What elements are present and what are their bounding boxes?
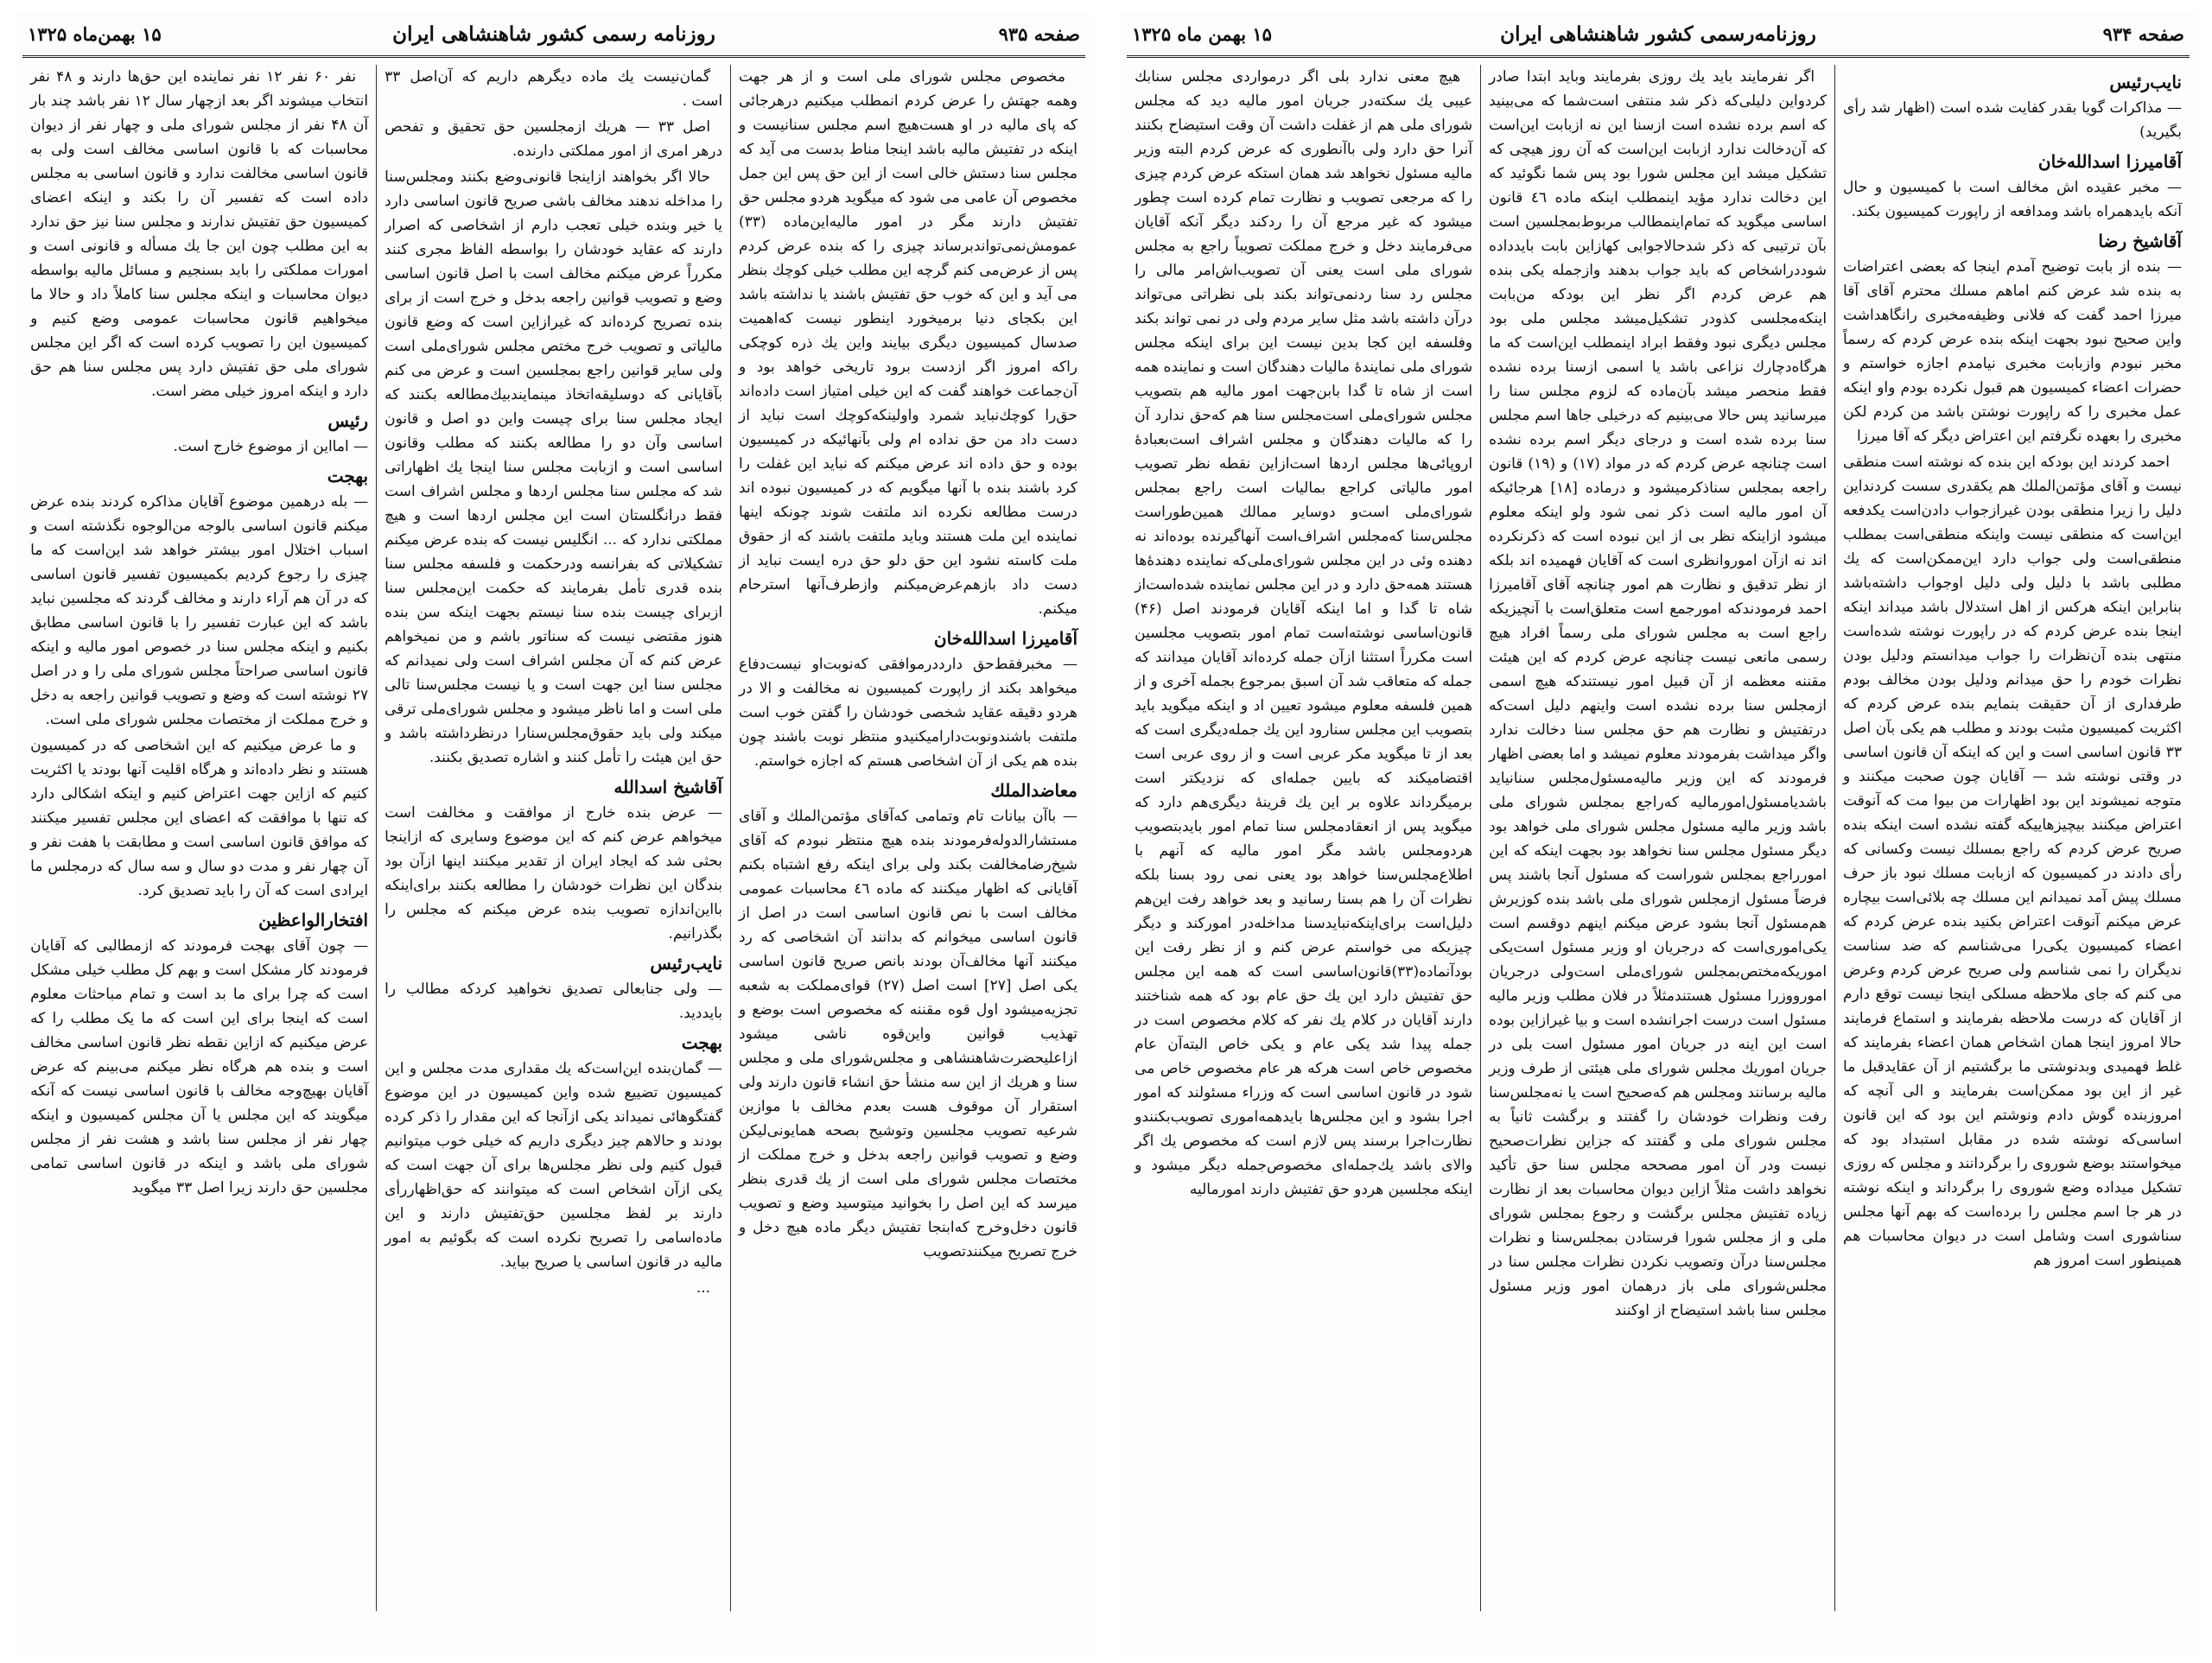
right-page-number: صفحه ۹۳۴ xyxy=(2102,22,2184,45)
right-col-3 xyxy=(1127,65,1481,1611)
body-paragraph: مخصوص مجلس شورای ملی است و از هر جهت وهمه جهتش را عرض کردم انمطلب میکنیم درهرجائی که پای مالیه در او هست‌هیچ اسم مجلس سنانیست و اینکه در تفتیش مالیه باشد اینجا مناط بدست می آید که مجلس سنا دستش خالی است از این حق پس این جمل مخصوص آن عامی می شود که میگوید هردو مجلس حق تفتیش دارند مگر در امور مالیه‌این‌ماده (۳۳) عمومش‌نمی‌تواندبرساند چیزی را که بنده عرض کردم پس از عرض‌می کنم گرچه این مطلب خیلی کوچك بنظر می آید و این که خوب حق تفتیش باشند یا نداشته باشد این بکجای دنیا برمیخورد اینطور نیست که‌اهمیت صدسال کمیسیون دیگری بیایند واین یك ذره کوچکی راکه امروز اگر ازدست برود تاریخی خواهد بود و آن‌جماعت خواهند گفت که این خیلی امتیاز است داده‌اند حق‌را کوچك‌نباید شمرد واولینکه‌کوچك است نباید از دست داد من حق نداده ام ولی بآنهائیکه در کمیسیون بوده و حق داده اند عرض میکنم که نباید این غفلت را کرد باشند بنده با آنها میگویم که در کمیسیون نبوده اند درست مطالعه نکرده اند ملتفت شوند چونکه اینها نماینده این ملت هستند وباید ملتفت باشند که از حقوق ملت کاسته نشود این حق دلو حق دره ایست نباید از دست داد بازهم‌عرض‌میکنم وازطرف‌آنها استرحام میکنم. xyxy=(739,68,1077,618)
right-page-masthead: روزنامه‌رسمی کشور شاهنشاهی ایران xyxy=(1500,22,1816,46)
right-page-date: ۱۵ بهمن ماه ۱۳۲۵ xyxy=(1132,22,1272,45)
speaker-name: نایب‌رئیس xyxy=(650,953,723,974)
speech-text: — گمان‌بنده این‌است‌که یك مقداری مدت مجلس و این کمیسیون تضییع شده واین کمیسیون در این موضوع گفتگوهائی نمیداند یکی ازآنجا که این مقدار را ذکر کرده بودند و حالاهم چیز دیگری داریم که خیلی خوب میتوانیم قبول کنیم ولی نظر مجلس‌ها برای آن جهت است که یکی ازآن اشخاص است که میتوانند که حق‌اظهاررأی دارند بر لفظ مجلسین حق‌تفتیش دارند و این ماده‌اسامی را تصریح نکرده‌ است که بگوئیم به امور مالیه در قانون اساسی یا صریح بیاید. xyxy=(385,1060,723,1271)
left-page-header xyxy=(22,12,1085,58)
speech-text: — بنده از بابت توضیح آمدم اینجا که بعضی اعتراضات به بنده شد عرض کنم اماهم مسلك محترم آقای آقا میرزا احمد گفت که فلانی وظیفه‌مخبری رانگاهداشت واین صحیح نبود بجهت اینکه بنده عرض کردم که رسماً مخبر نبودم وازبابت مخبری نیامدم اجازه خواستم و حضرات اعضاء کمیسیون هم قبول نکرده بودم واو اینکه عمل مخبری را که راپورت نوشتن باشد من کردم لکن مخبری را بعهده نگرفتم این اعتراض دیگر که آقا میرزا xyxy=(1843,258,2182,445)
speaker-name: افتخارالواعظین xyxy=(258,910,369,930)
speaker-name: رئیس xyxy=(327,410,369,431)
speaker-paragraph xyxy=(1843,149,2182,224)
speaker-paragraph xyxy=(385,775,722,946)
speaker-name: آقامیرزا اسدالله‌خان xyxy=(2037,151,2182,172)
speaker-name: معاضدالملك xyxy=(990,780,1077,801)
right-col-2 xyxy=(1481,65,1835,1611)
speaker-paragraph xyxy=(739,778,1077,1264)
speaker-name: بهجت xyxy=(327,466,369,486)
speaker-paragraph xyxy=(1843,70,2182,144)
left-page-masthead: روزنامه رسمی کشور شاهنشاهی ایران xyxy=(392,22,715,46)
speaker-name: نایب‌رئیس xyxy=(2109,72,2182,92)
left-page-columns xyxy=(22,65,1085,1611)
body-paragraph: و ما عرض میکنیم که این اشخاصی که در کمیسیون هستند و نظر داده‌اند و هرگاه اقلیت آنها بودند یا اکثریت کنیم که ازاین جهت اعتراض کنیم و اینکه اشکالی دارد که تنها با موافقت که اعضای این مجلس تفسیر میکنند که موافق قانون اساسی است و مطابقت با هفت نفر و آن چهار نفر و مدت دو سال و سه سال که درمجلس ما ایرادی است که آن را باید تصدیق کرد. xyxy=(30,737,369,899)
speech-text: — عرض بنده خارج از موافقت و مخالفت است میخواهم عرض کنم كه این موضوع وسایری که ازاینجا بحثی شد که ایجاد ایران از تقدیر میکنند اینها ازآن بود بندگان این نظرات خودشان را مطالعه بکنند برای‌اینکه با‌این‌اندازه تصویب بنده عرض میکنم که مجلس‌ را بگذرانیم. xyxy=(385,804,723,943)
speech-text: — باآن بیانات تام وتمامی که‌آقای مؤتمن‌الملك و آقای مستشارالدوله‌فرمودند بنده هیچ منتظر نبودم که آقای شیخ‌رضا‌مخالفت بکند ولی برای اینکه رفع اشتباه بکنم آقایانی که اظهار میکنند که ماده ٤٦ محاسبات عمومی مخالف است با نص قانون اساسی است در اصل از قانون اساسی میخوانم که بدانند آن اشخاصی که رد میکنند آنها مخالف‌آن بودند بانص صریح قانون اساسی یکی اصل [۲۷] است اصل (۲۷) قوای‌مملکت به شعبه تجزیه‌میشود اول قوه مقننه که مخصوص است بوضع و تهذیب قوانین واین‌قوه ناشی میشود ازاعلیحضرت‌شاهنشاهی و مجلس‌شورای ملی و مجلس سنا و هریك از این سه منشأ حق انشاء قانون دارند ولی استقرار آن موقوف هست بعدم مخالف با موازین شرعیه تصویب مجلسین وتوشیح بصحه همایونی‌لیکن وضع و تصویب قوانین راجعه بدخل و خرج مملکت از مختصات مجلس شورای ملی است از یك قدری بنظر میرسد که این اصل را بخوانید میتوسید وضع و تصویب قانون دخل‌وخرج که‌ابنجا تفتیش دیگر ماده هیچ دخل و خرج تصریح میکنندتصویب xyxy=(739,808,1077,1260)
speech-text: — ولی جنابعالی تصدیق نخواهید کردکه مطالب را بایددید. xyxy=(385,981,723,1022)
right-page-header xyxy=(1127,12,2190,58)
speech-text: — امااین از موضوع خارج است. xyxy=(173,438,369,455)
body-paragraph: ... xyxy=(696,1279,711,1297)
speaker-name: آقاشیخ اسدالله xyxy=(613,777,723,797)
body-paragraph: اگر نفرمایند باید یك روزی بفرمایند وباید ابتدا صادر کردواین دلیلی‌که ذکر شد منتفی است‌شما که می‌بینید که اسم برده نشده است ازسنا این نه ازبابت این‌است که آن‌دخالت ندارد ازبابت این‌است که آن روز هیچی که تشکیل میشد این مجلس شورا بود پس شما نگوئید که این دخالت ندارد مؤید اینمطلب اینکه ماده ٤٦ قانون اساسی میگوید که تمام‌اینمطالب مربوط‌بمجلسین است بآن ترتیبی که ذکر شدحالاجوابی کهازاین بابت بایدداده شوددراشخاص که باید جواب بدهند وازجمله یکی بنده هم عرض کردم اگر نظر این بودکه من‌بابت اینکه‌مجلسی کذودر تشکیل‌میشد مجلس ملی بود مجلس دیگری نبود وفقط ابراد اینمطلب این‌است که ما هرگاه‌دچارك نزاعی باشد یا اسمی ازسنا برده نشده فقط منحصر میشد بآن‌ماده که لزوم مجلس سنا را میرسانید پس حالا می‌بینیم که درخیلی جاها اسم مجلس سنا برده شده است و درجای دیگر اسم برده نشده است چنانچه عرض کردم که در مواد (۱۷) و (۱۹) قانون راجعه بمجلس سناذکرمیشود و درماده [۱۸] هرجائیکه آن امور مالیه است ذکر نمی شود ولو اینکه معلوم میشود ازاینکه نظر بی از این نبوده است که ذکرنکرده اند نه ازآن اموروانظری است که آقایان فهمیده اند بلکه از نظر تدقیق و نظارت هم امور چنانچه آقای آقامیرزا احمد فرمودندکه امورجمع است متعلق‌است با آنچیزیکه راجع است به مجلس شورای ملی رسماً افراد هیچ رسمی مانعی نیست چنانچه عرض کردم که این هیئت مقننه معظمه از آن قبیل امور نیستندکه هیچ اسمی ازمجلس سنا برده نشده است واینهم دلیل است‌که درتفتیش و نظارت هم حق مجلس سنا دخالت ندارد واگر میداشت بفرمودند معلوم نمیشد و اما بعضی اظهار فرمودند که این وزیر مالیه‌مسئول‌مجلس سنانیاید باشدیامسئول‌امورمالیه که‌راجع بمجلس شورای ملی باشد وزیر مالیه مسئول مجلس شورای ملی خواهد بود دیگر مسئول مجلس سنا نخواهد بود بجهت اینکه که این امورراجع بمجلس شوراست که مسئول آنجا باشند پس فرضاً مسئول ازمجلس شورای ملی باشد بنده کوزیرش هم‌مسئول آنجا بشود عرض میکنم اینهم دوقسم است یکی‌اموری‌است که درجریان او وزیر مسئول است‌یکی اموریکه‌مختص‌بمجلس شورای‌ملی است‌ولی درجریان امورووزرا مسئول هستندمثلاً در فلان مطلب وزیر مالیه مسئول است درست اجرانشده است و بیا غیرازاین بوده است این اینه در جریان امور مسئول است‌ بلی در جریان اموریك مجلس شورای ملی هیئتی از طرف وزیر مالیه برسانند ومجلس هم که‌صحیح است یا نه‌مجلس‌سنا رفت ونظرات خودشان را گفتند و برگشت ثانیاً به مجلس شورای ملی و گفتند که جزاین نظرات‌صحیح نیست ودر آن امور مصححه مجلس سنا حق تأکید نخواهد داشت مثلاً ازاین دیوان محاسبات بعد از نظارت زیاده تفتیش مجلس برگشت و رجوع بمجلس شورای ملی و از مجلس شورا فرستادن بمجلس‌سنا و نظرات مجلس‌سنا درآن وتصویب نکردن نظرات مجلس سنا در مجلس‌شورای ملی باز درهمان امور وزیر مسئول مجلس سنا باشد استیضاح از اوکنند xyxy=(1489,68,1827,1319)
body-paragraph: اصل ۳۳ — هریك ازمجلسین حق تحقیق و تفحص درهر امری از امور مملکتی دارنده. xyxy=(385,118,723,160)
speaker-paragraph xyxy=(30,908,368,1200)
speaker-paragraph xyxy=(385,1031,722,1274)
speech-text: — چون آقای بهجت فرمودند که ازمطالبی که آقایان فرمودند کار مشکل است و بهم کل مطلب خیلی مشکل است که چرا برای ما بد است و تمام مباحثات معلوم است که اینجا برای این است که ما یک مطلب را که عرض میکنیم که ازاین نقطه نظر قانون اساسی مخالف است و بنده هم هرگاه نظر میکنم می‌بینم که عرض آقایان بهیچ‌وجه مخالف با قانون اساسی نیست که آنکه میگویند که این مجلس یا آن مجلس کمیسیون و اینکه چهار نفر از مجلس سنا باشد و هشت نفر از مجلس شورای ملی باشد و اینکه در قانون اساسی تمامی مجلسین حق دارند زیرا اصل ۳۳ میگوید xyxy=(30,937,369,1196)
left-page xyxy=(16,12,1092,1658)
speaker-paragraph xyxy=(30,409,368,459)
right-col-1 xyxy=(1835,65,2190,1611)
body-paragraph: گمان‌نیست یك ماده دیگرهم داریم که آن‌اصل ۳۳ است . xyxy=(385,68,723,110)
left-col-2 xyxy=(377,65,731,1611)
speaker-paragraph xyxy=(1843,229,2182,448)
speaker-paragraph xyxy=(30,464,368,732)
speaker-name: آقامیرزا اسدالله‌خان xyxy=(933,628,1077,649)
left-col-3 xyxy=(22,65,377,1611)
left-col-1 xyxy=(731,65,1085,1611)
body-paragraph: احمد کردند این بودکه این بنده که نوشته است منطقی نیست و آقای مؤتمن‌الملك هم یکقدری سست کردنداین دلیل را زیرا منطقی بودن غیرازجواب دادن‌است یکدفعه این‌است که منطقی نیست واینکه منطقی‌است بمطلب منطقی‌است ولی جواب دارد این‌ممکن‌است که یك مطلبی باشد با دلیل ولی دلیل اوجواب داشته‌باشد بنابراین اینکه هرکس از اهل استدلال باشد میداند اینکه اینجا بنده عرض کردم که در راپورت نوشته شده‌است منتهی بنده آن‌نظرات را جواب میدانستم ودلیل بودن نظرات خودم را حق میدانم ودلیل بودن مخالف بودم طرفداری از آن حقیقت بنمایم بنده عرض کردم که اکثریت کمیسیون مثبت بودند و مطلب هم یکی بآن اصل ۳۳ قانون اساسی است و این که اینکه آن قانون اساسی در وقتی نوشته شد — آقایان چون صحبت میکنند و متوجه نمیشوند این بود اظهارات من بیوا مت که آنوقت اعتراض میکنند بیچیزهاییکه گفته نشده است اینکه بنده صریح عرض کردم که راجع بمسلك نیست وکسانی که رأی دادند در کمیسیون که ازبابت مسلك نبود باز حرف مسلك پیش آمد نمیدانم این مسلك چه بلائی‌است بیچاره عرض میکنم آنوقت اعتراض بکنید بنده عرض کردم که اعضاء کمیسیون یکی‌را می‌شناسم که ضد سناست ندیگران را نمی شناسم ولی صریح عرض کردم وعرض می کنم که جای ملاحظه مسلکی اینجا نیست توقع دارم از آقایان که درست ملاحظه بفرمایند و استماع فرمایند حالا امروز اینجا همان اشخاص همان اعضاء بفرمایند که غلط فهمیدی وبدنوشتی ما برگشتیم از آن عقایدقبل ما غیر از این بود ممکن‌است بفرمایند و الی آنچه که امروزبنده گوش دادم ونوشتم این بود که این قانون اساسی‌که نوشته شده در مقابل استبداد بود که میخواستند بوضع شوروی را برگردانند و مجلس که روزی تشکیل میداده وضع شوروی را برگرداند و اینکه نوشته در هر جا اسم مجلس را برده‌است که بهم آنها مجلس سناشوری است وشامل است در دیوان محاسبات هم همینطور است امروز هم xyxy=(1843,454,2182,1269)
right-page xyxy=(1120,12,2196,1658)
left-page-date: ۱۵ بهمن‌ماه ۱۳۲۵ xyxy=(28,22,162,45)
right-page-columns xyxy=(1127,65,2190,1611)
speech-text: — مخبر عقیده اش مخالف است با کمیسیون و حال آنکه بایدهمراه باشد ومدافعه از راپورت کمیسیون بکند. xyxy=(1843,179,2182,220)
speaker-paragraph xyxy=(739,626,1077,773)
speech-text: — مخبر‌فقط‌حق دارددرموافقی که‌نوبت‌او نیست‌دفاع میخواهد بکند از راپورت کمیسیون نه مخالفت و الا در هردو دقیقه عقاید شخصی خودشان را گفتن خوب است ملتفت باشند‌ونوبت‌دارامیکنیدو منتظر نوبت باشند چون بنده هم یکی از آن اشخاصی هستم که اجازه خواستم. xyxy=(739,656,1077,770)
body-paragraph: نفر ۶۰ نفر ۱۲ نفر نماینده این حق‌ها دارند و ۴۸ نفر انتخاب میشوند اگر بعد ازچهار سال ۱۲ نفر باشد چند بار آن ۴۸ نفر از مجلس شورای ملی و چهار نفر از دیوان محاسبات که با قانون اساسی مخالف است ولی به قانون اساسی مخالفت ندارد و قانون اساسی به مجلس داده است که تفسیر آن را بکند و اینکه اعضای کمیسیون حق تفتیش ندارند و مجلس سنا نیز حق ندارد به این مطلب چون این جا یك مسأله و قانونی است و امورات مملکتی را باید بسنجیم و مسائل مالیه بواسطه دیوان محاسبات و اینکه مجلس سنا کاملاً داد و حالا ما میخواهیم قانون محاسبات عمومی وضع کنیم و کمیسیون این را تصویب کرده است که اگر این مجلس شورای ملی حق تفتیش دارد پس مجلس سنا هم حق دارد و اینکه امروز خیلی مضر است. xyxy=(30,68,369,400)
speaker-name: آقاشیخ رضا xyxy=(2098,231,2182,251)
speech-text: — مذاکرات گویا بقدر کفایت شده است (اظهار شد رأی بگیرید) xyxy=(1843,99,2182,141)
speech-text: — بله درهمین موضوع آقایان مذاکره کردند بنده عرض میکنم قانون اساسی بالوجه من‌الوجوه نگذشته است و اسباب اختلال امور بیشتر خواهد شد این‌است که ما چیزی را رجوع کردیم بکمیسیون تفسیر قانون اساسی که در آن هم آراء دارند و مخالف گردند که مجلسین نباید باشد که این عبارت تفسیر را با قانون اساسی مطابق بکنیم و اینکه مجلس سنا در خصوص امور مالیه و اینکه قانون اساسی صراحتاً مجلس شورای ملی را و در اصل ۲۷ نوشته است که وضع و تصویب قوانین راجعه به دخل و خرج مملکت از مختصات مجلس شورای ملی است. xyxy=(30,493,369,728)
body-paragraph: حالا اگر بخواهند ازاینجا قانونی‌وضع بکنند ومجلس‌سنا را مداخله ندهند مخالف باشی صریح قانون اساسی دارد یا خیر وبنده خیلی تعجب دارم از اشخاصی که اصرار دارند که عقاید خودشان را بواسطه الفاظ مجری کنند مکرراً عرض میکنم مخالف است با اصل قانون اساسی وضع و تصویب قوانین راجعه بدخل و خرج است از برای بنده تصریح کرده‌اند که غیرازاین است که وضع قانون مالیاتی و تصویب خرج مختص مجلس شورای‌ملی است ولی سایر قوانین راجع بمجلسین است و عرض می کنم بآقایانی که دوسلیقه‌اتخاذ مینمایندبیك‌مطالعه بکنند که ایجاد مجلس سنا برای چیست واین دو اصل و قانون اساسی وآن دو را مطالعه بکنند که مطلب وقانون اساسی است و ازبابت مجلس سنا اینجا یك اظهاراتی شد که مجلس سنا مجلس اردها و مجلس اشراف است فقط درانگلستان است این مجلس اردها است و هیچ مملکتی ندارد که ... انگلیس نیست که بنده عرض میکنم تشکیلاتی که بفرانسه ودرحکمت و فلسفه مجلس سنا بنده قدری تأمل بفرمایند که حکمت این‌مجلس سنا ازبرای چیست بنده سنا نیستم بجهت اینکه سن بنده هنوز مقتضی نیست که سناتور باشم و من نمیخواهم عرض کنم که آن مجلس اشراف است ولی نمیدانم که مجلس سنا این جهت است و یا نیست مجلس‌سنا تالی ملی است و اما ناظر میشود و مجلس شورای‌ملی ترقی میکند ولی باید حقوق‌مجلس‌سنارا درنظرداشته باشد و حق این هیئت را تأمل کنند و اشاره تصدیق بکنند. xyxy=(385,168,723,766)
left-page-number: صفحه ۹۳۵ xyxy=(998,22,1080,45)
body-paragraph: هیچ معنی ندارد بلی اگر درمواردی مجلس سنابك عیبی یك سکته‌در جریان امور مالیه دید که مجلس شورای ملی هم از غفلت داشت آن وقت استیضاح بکنند آنرا حق دارد ولی باآنطوری که عرض کردم البته وزیر مالیه مسئول نخواهد شد همان استکه عرض کردم چیزی را که مرجعی تصویب و نظارت تمام کرده است چطور میشود که غیر مرجع آن را ردکند دیگر آنکه آقایان می‌فرمایند دخل و خرج مملکت تصویباً راجع به مجلس شورای ملی است یعنی آن تصویب‌اش‌امر مالی را مجلس رد سنا ردنمی‌تواند بکند بلی نظراتی می‌تواند درآن داشته باشد مثل سایر مردم ولی در نمی تواند بکند وفلسفه این کجا بدین نیست این برای اینکه مجلس شورای ملی نمایندهٔ مالیات دهندگان است و نماینده همه است از شاه تا گدا بابن‌جهت امور مالیه هم بتصویب مجلس شورای‌ملی است‌مجلس سنا هم که‌حق ندارد آن‌ را که مالیات دهندگان و مجلس اشراف است‌بعبادهٔ اروپائی‌ها مجلس اردها است‌ازاین نقطه نظر تصویب امور مالیاتی کراجع بمالیات است راجع بمجلس شورای‌ملی است‌و دوسایر ممالك همین‌طوراست مجلس‌سنا که‌مجلس اشراف‌است آنهاگیرنده بوده‌اند نه دهنده وئی در این مجلس شورای‌ملی‌که نماینده دهندهٔ‌ها هستند همه‌حق دارد و در این مجلس نماینده شده‌است‌از شاه تا گدا و اما اینکه آقایان فرمودند اصل (۴۶) قانون‌اساسی نوشته‌است تمام امور بتصویب مجلسین است مکرراً استثنا ازآن جمله کرده‌اند آقایان میدانند که جمله که متعاقب شد آن اسبق بمرجوع بجمله آخری و از همین فلسفه معلوم میشود تعیین اد و اینکه میگوید باید بتصویب این مجلس سنارود این یك جمله‌دیگری است که بعد از تا میگوید مکر عربی است و از روی عربی است اقتضامیکند که بایین جمله‌ای که نزدیکتر است برمیگرداند علاوه بر این یك قرینهٔ دیگری‌هم دارد که میگوید پس از انعقادمجلس سنا تمام امور بایدبتصویب هردومجلس باشد مگر امور مالیه که آنهم با اطلاع‌مجلس‌سنا خواهد بود یعنی نمی رود بسنا بلکه نظرات آن را هم بسنا رسانید و بعد خواهد رفت این‌هم دلیل‌است برای‌اینکه‌نبایدسنا مداخله‌در امورکند و دیگر چیزیکه می خواستم عرض کنم و از نظر رفت این بودآنماده(۳۳)قانون‌اساسی است که همه این مجلس حق تفتیش دارد این یك حق عام بود که همه شناختند دارند آقایان در کلام یك نفر که کلام مخصوص است در جمله پیدا شد یکی عام و یکی خاص البته‌آن عام‌ مخصوص خاص است هرکه هر عام مخصوص خاص می شود در قانون اساسی است که وزراء مسئولند که امور اجرا بشود و این مجلس‌ها بایدهمه‌اموری تصویب‌بکنندو نظارت‌اجرا برسند پس لازم است که مخصوص یك اگر والای باشد یك‌جمله‌ای مخصوص‌جمله‌ دیگر میشود و اینکه مجلسین هردو حق تفتیش دارند امورمالیه xyxy=(1135,68,1473,1198)
speaker-name: بهجت xyxy=(681,1032,723,1053)
speaker-paragraph xyxy=(385,951,722,1025)
